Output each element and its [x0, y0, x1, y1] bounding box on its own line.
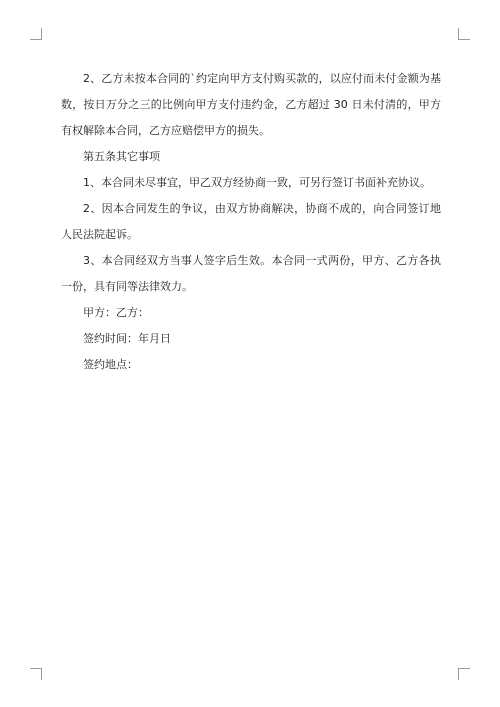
crop-mark-top-right	[458, 28, 470, 40]
clause-late-payment: 2、乙方未按本合同的`约定向甲方支付购买款的，以应付而未付金额为基数，按日万分之三的比例向甲方支付违约金，乙方超过 30 日未付清的，甲方有权解除本合同，乙方应赔偿甲方的损失。	[61, 72, 441, 137]
signing-date-line: 签约时间：年月日	[83, 332, 171, 345]
signing-location-line: 签约地点：	[83, 358, 138, 371]
party-signature-line: 甲方：乙方：	[83, 306, 149, 319]
clause-supplementary-agreement: 1、本合同未尽事宜，甲乙双方经协商一致，可另行签订书面补充协议。	[83, 176, 431, 189]
crop-mark-bottom-right	[458, 668, 470, 680]
document-body	[61, 66, 441, 378]
crop-mark-top-left	[30, 28, 42, 40]
clause-dispute-resolution: 2、因本合同发生的争议，由双方协商解决，协商不成的，向合同签订地人民法院起诉。	[61, 202, 441, 241]
clause-effectiveness: 3、本合同经双方当事人签字后生效。本合同一式两份，甲方、乙方各执一份，具有同等法律效力。	[61, 254, 441, 293]
crop-mark-bottom-left	[30, 668, 42, 680]
section-heading-other-matters: 第五条其它事项	[83, 150, 160, 163]
